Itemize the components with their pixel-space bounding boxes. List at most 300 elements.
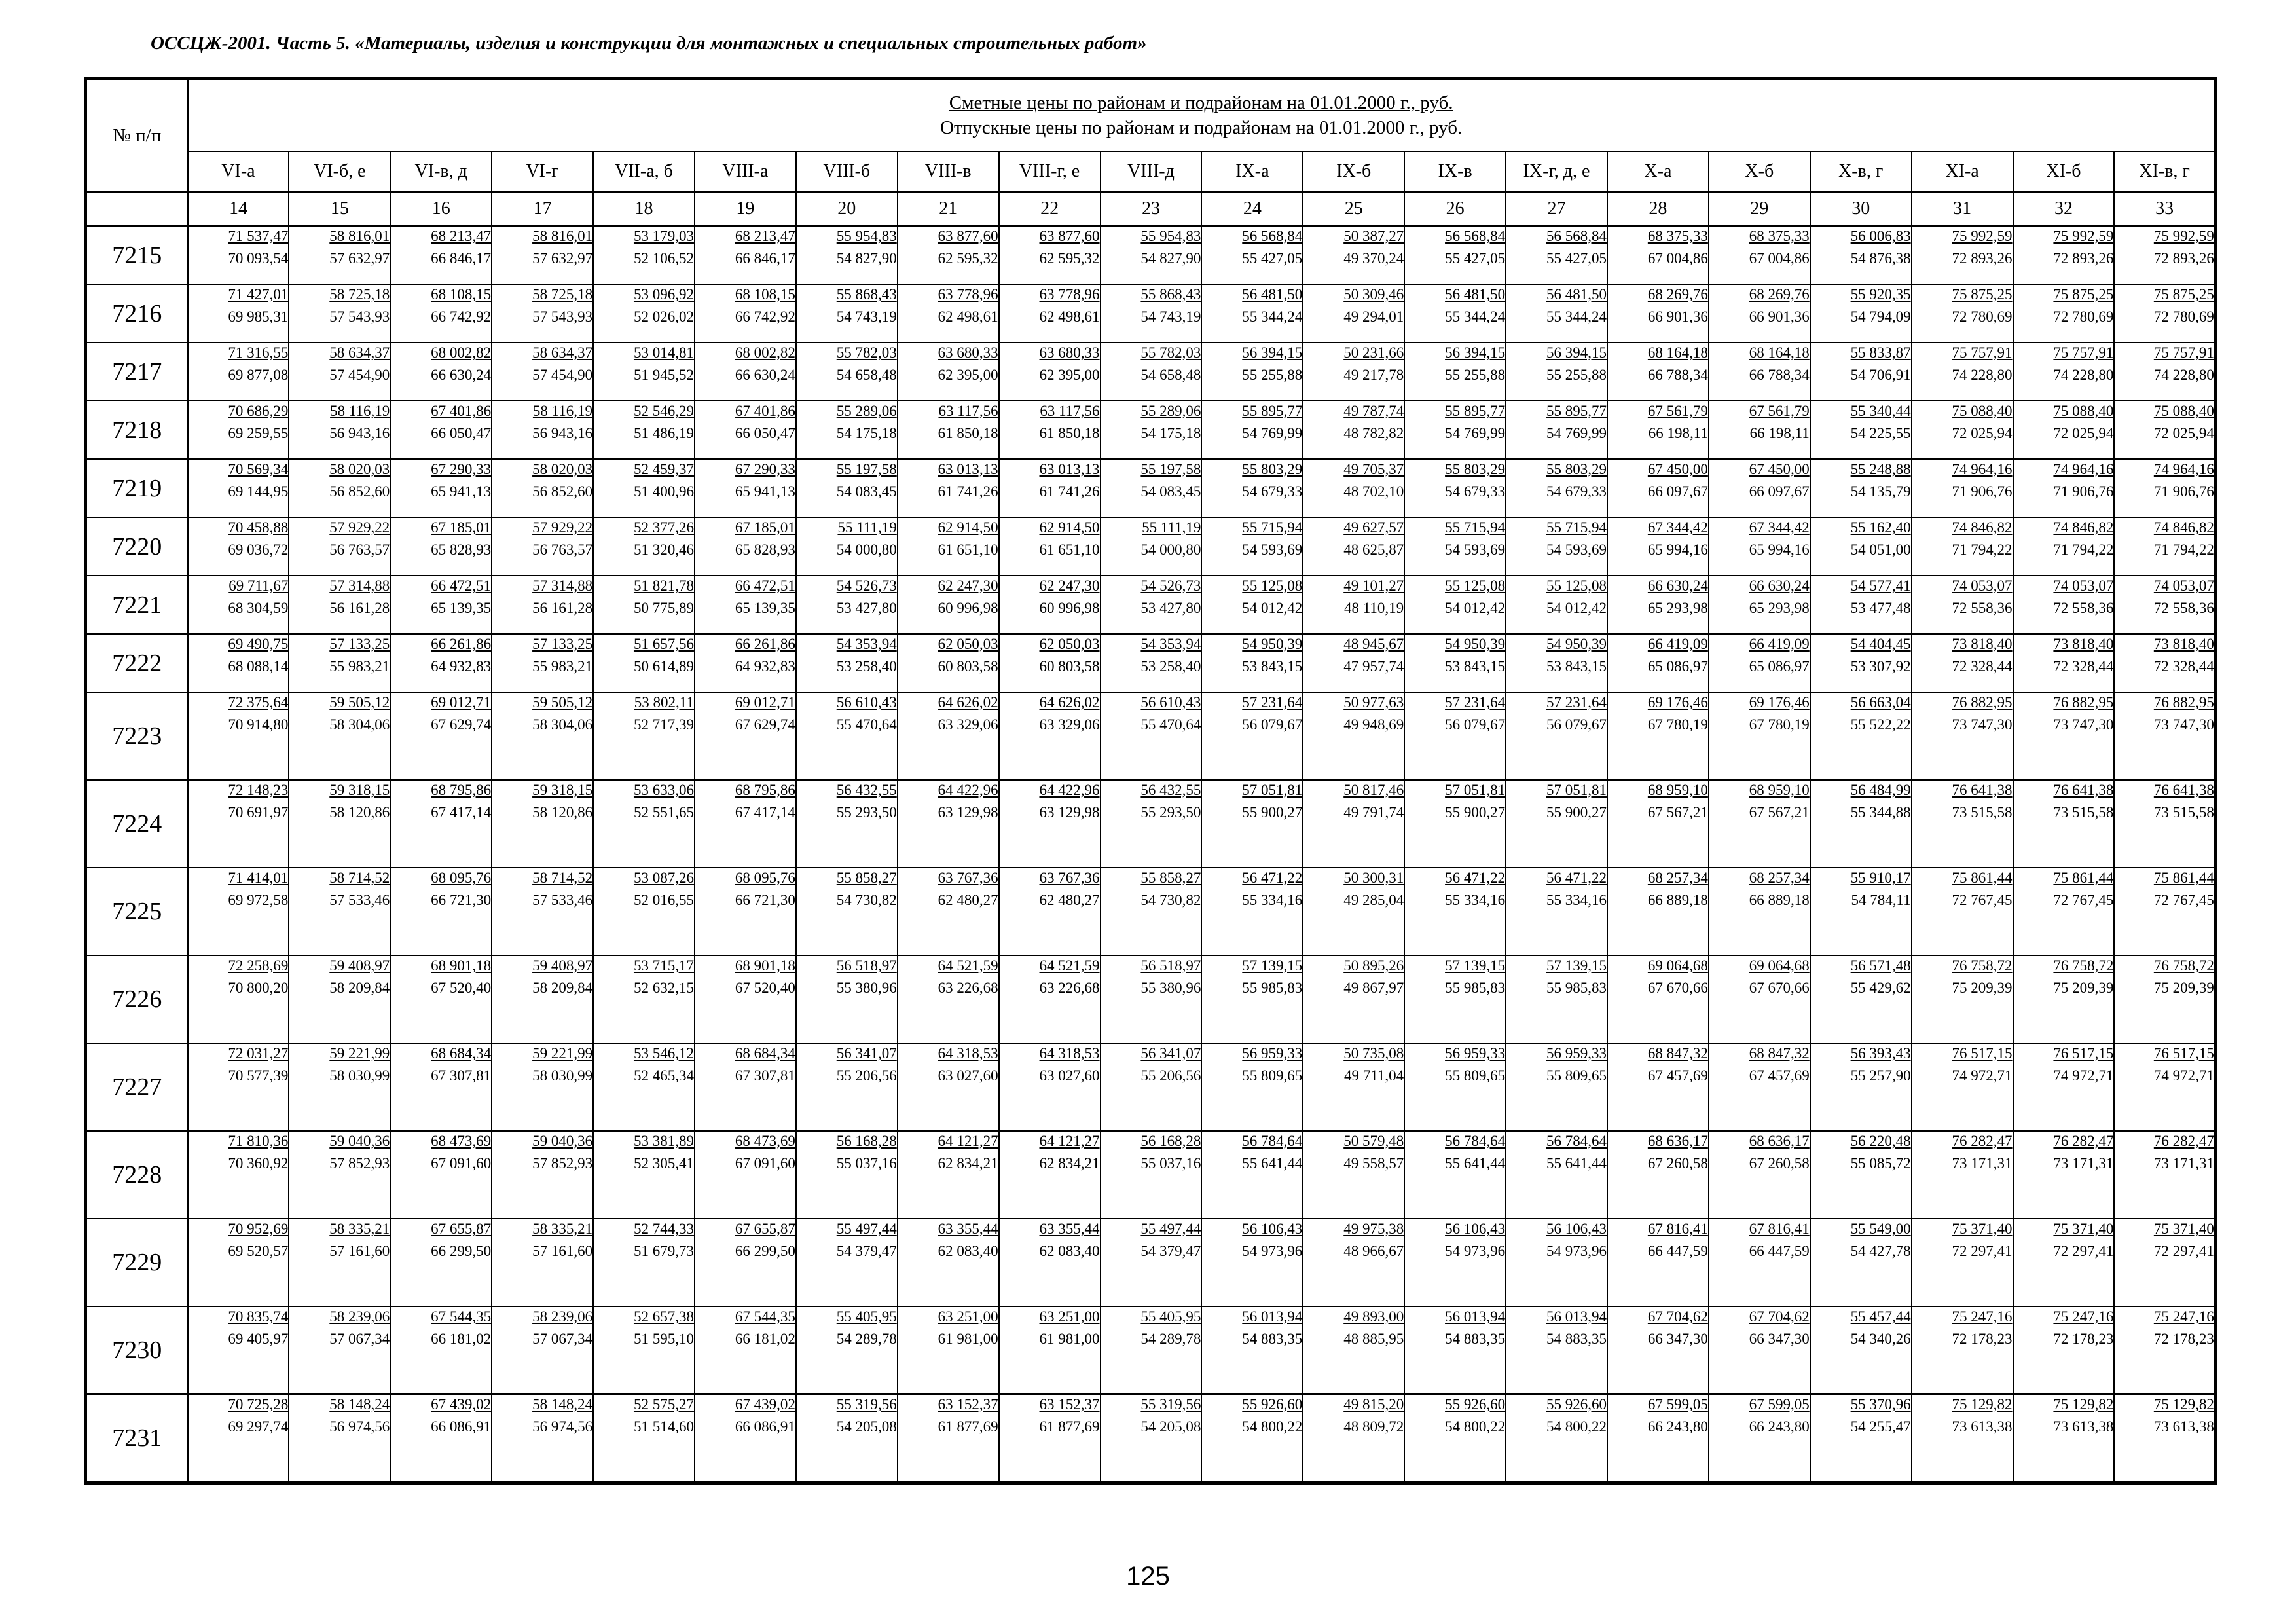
price-cell bbox=[289, 1394, 390, 1483]
price-cell bbox=[1607, 459, 1709, 517]
price-cell bbox=[390, 1131, 492, 1219]
region-header: XI-б bbox=[2013, 151, 2115, 192]
release-price: 54 051,00 bbox=[1850, 542, 1911, 558]
release-price: 54 658,48 bbox=[1140, 367, 1201, 383]
price-cell bbox=[1912, 868, 2013, 955]
price-cell bbox=[1303, 1043, 1404, 1131]
estimate-price: 64 121,27 bbox=[938, 1133, 998, 1149]
table-row bbox=[86, 401, 2216, 459]
price-cell bbox=[1303, 1219, 1404, 1306]
row-number: 7219 bbox=[86, 459, 188, 517]
estimate-price: 49 893,00 bbox=[1343, 1308, 1404, 1325]
price-cell bbox=[999, 1394, 1101, 1483]
release-price: 56 161,28 bbox=[329, 600, 390, 616]
price-cell bbox=[593, 1219, 695, 1306]
estimate-price: 75 129,82 bbox=[1952, 1396, 2013, 1412]
price-cell bbox=[999, 284, 1101, 342]
release-price: 54 000,80 bbox=[1140, 542, 1201, 558]
price-cell bbox=[898, 780, 999, 868]
price-cell bbox=[390, 634, 492, 692]
price-cell bbox=[390, 1219, 492, 1306]
estimate-price: 52 744,33 bbox=[633, 1221, 694, 1237]
price-cell bbox=[1810, 1219, 1912, 1306]
price-cell bbox=[188, 955, 289, 1043]
estimate-price: 56 610,43 bbox=[1140, 694, 1201, 710]
estimate-price: 72 258,69 bbox=[228, 957, 289, 974]
release-price: 55 427,05 bbox=[1546, 250, 1607, 267]
price-cell bbox=[1607, 1043, 1709, 1131]
release-price: 73 613,38 bbox=[2153, 1418, 2214, 1435]
release-price: 51 945,52 bbox=[633, 367, 694, 383]
release-price: 54 883,35 bbox=[1546, 1331, 1607, 1347]
price-cell bbox=[1912, 634, 2013, 692]
estimate-price: 58 816,01 bbox=[329, 228, 390, 244]
price-cell bbox=[1201, 1219, 1303, 1306]
price-cell bbox=[1912, 284, 2013, 342]
price-cell bbox=[1201, 955, 1303, 1043]
release-price: 57 161,60 bbox=[329, 1243, 390, 1259]
release-price: 67 417,14 bbox=[735, 804, 795, 821]
column-number: 26 bbox=[1404, 192, 1506, 226]
estimate-price: 63 877,60 bbox=[938, 228, 998, 244]
estimate-price: 56 341,07 bbox=[1140, 1045, 1201, 1061]
estimate-price: 67 344,42 bbox=[1647, 519, 1708, 536]
price-cell bbox=[1101, 868, 1202, 955]
estimate-price: 54 950,39 bbox=[1546, 636, 1607, 652]
price-cell bbox=[1101, 226, 1202, 284]
release-price: 73 747,30 bbox=[2053, 716, 2114, 733]
table-row bbox=[86, 342, 2216, 401]
estimate-price: 67 655,87 bbox=[735, 1221, 795, 1237]
release-price: 73 171,31 bbox=[1952, 1155, 2013, 1172]
price-cell bbox=[593, 1043, 695, 1131]
price-cell bbox=[1303, 1131, 1404, 1219]
release-price: 49 867,97 bbox=[1343, 980, 1404, 996]
release-price: 51 514,60 bbox=[633, 1418, 694, 1435]
price-cell bbox=[2013, 1394, 2115, 1483]
price-cell bbox=[492, 284, 593, 342]
table-row bbox=[86, 955, 2216, 1043]
release-price: 61 651,10 bbox=[938, 542, 998, 558]
release-price: 55 334,16 bbox=[1546, 892, 1607, 908]
region-header: XI-а bbox=[1912, 151, 2013, 192]
price-cell bbox=[1506, 1219, 1607, 1306]
price-cell bbox=[1810, 284, 1912, 342]
price-cell bbox=[1404, 955, 1506, 1043]
estimate-price: 69 064,68 bbox=[1647, 957, 1708, 974]
estimate-price: 53 802,11 bbox=[634, 694, 694, 710]
price-cell bbox=[999, 1043, 1101, 1131]
column-number-blank bbox=[86, 192, 188, 226]
estimate-price: 49 975,38 bbox=[1343, 1221, 1404, 1237]
release-price: 66 846,17 bbox=[431, 250, 492, 267]
price-cell bbox=[898, 955, 999, 1043]
estimate-price: 68 095,76 bbox=[735, 870, 795, 886]
release-price: 65 828,93 bbox=[735, 542, 795, 558]
estimate-price: 68 002,82 bbox=[431, 344, 492, 361]
estimate-price: 55 926,60 bbox=[1445, 1396, 1506, 1412]
price-cell bbox=[796, 401, 898, 459]
price-cell bbox=[796, 1043, 898, 1131]
estimate-price: 63 778,96 bbox=[1039, 286, 1100, 303]
price-cell bbox=[1607, 342, 1709, 401]
estimate-price: 56 568,84 bbox=[1445, 228, 1506, 244]
estimate-price: 58 634,37 bbox=[532, 344, 593, 361]
estimate-price: 57 231,64 bbox=[1445, 694, 1506, 710]
estimate-price: 58 148,24 bbox=[532, 1396, 593, 1412]
price-cell bbox=[1912, 517, 2013, 576]
price-cell bbox=[1506, 401, 1607, 459]
row-number: 7215 bbox=[86, 226, 188, 284]
estimate-price: 55 289,06 bbox=[1140, 403, 1201, 419]
release-price: 55 206,56 bbox=[836, 1067, 897, 1084]
release-price: 63 329,06 bbox=[938, 716, 998, 733]
estimate-price: 55 954,83 bbox=[836, 228, 897, 244]
estimate-price: 64 121,27 bbox=[1039, 1133, 1100, 1149]
estimate-price: 51 657,56 bbox=[633, 636, 694, 652]
price-cell bbox=[1404, 401, 1506, 459]
release-price: 55 983,21 bbox=[329, 658, 390, 674]
release-price: 55 522,22 bbox=[1850, 716, 1911, 733]
release-price: 49 285,04 bbox=[1343, 892, 1404, 908]
release-price: 52 106,52 bbox=[633, 250, 694, 267]
estimate-price: 58 116,19 bbox=[330, 403, 390, 419]
estimate-price: 75 371,40 bbox=[2053, 1221, 2114, 1237]
price-cell bbox=[2013, 1219, 2115, 1306]
estimate-price: 76 282,47 bbox=[2053, 1133, 2114, 1149]
price-cell bbox=[898, 517, 999, 576]
estimate-price: 55 497,44 bbox=[1140, 1221, 1201, 1237]
estimate-price: 56 013,94 bbox=[1546, 1308, 1607, 1325]
estimate-price: 56 168,28 bbox=[836, 1133, 897, 1149]
release-price: 66 447,59 bbox=[1647, 1243, 1708, 1259]
table-row bbox=[86, 459, 2216, 517]
price-cell bbox=[695, 226, 796, 284]
estimate-price: 67 401,86 bbox=[735, 403, 795, 419]
estimate-price: 68 375,33 bbox=[1749, 228, 1810, 244]
release-price: 69 036,72 bbox=[228, 542, 289, 558]
release-price: 72 297,41 bbox=[2053, 1243, 2114, 1259]
release-price: 55 809,65 bbox=[1546, 1067, 1607, 1084]
estimate-price: 49 787,74 bbox=[1343, 403, 1404, 419]
release-price: 48 625,87 bbox=[1343, 542, 1404, 558]
release-price: 63 226,68 bbox=[938, 980, 998, 996]
release-price: 75 209,39 bbox=[2153, 980, 2214, 996]
release-price: 75 209,39 bbox=[1952, 980, 2013, 996]
estimate-price: 76 517,15 bbox=[2053, 1045, 2114, 1061]
estimate-price: 63 013,13 bbox=[1039, 461, 1100, 477]
estimate-price: 75 992,59 bbox=[2053, 228, 2114, 244]
release-price: 62 083,40 bbox=[1039, 1243, 1100, 1259]
estimate-price: 52 459,37 bbox=[633, 461, 694, 477]
price-cell bbox=[1303, 634, 1404, 692]
price-cell bbox=[390, 692, 492, 780]
estimate-price: 55 715,94 bbox=[1242, 519, 1303, 536]
price-cell bbox=[1506, 226, 1607, 284]
price-cell bbox=[2114, 1131, 2215, 1219]
release-price: 62 395,00 bbox=[1039, 367, 1100, 383]
release-price: 67 260,58 bbox=[1749, 1155, 1810, 1172]
price-cell bbox=[898, 284, 999, 342]
price-cell bbox=[999, 868, 1101, 955]
release-price: 72 893,26 bbox=[2153, 250, 2214, 267]
release-price: 65 941,13 bbox=[431, 483, 492, 500]
release-price: 67 629,74 bbox=[431, 716, 492, 733]
price-cell bbox=[593, 1394, 695, 1483]
release-price: 55 427,05 bbox=[1445, 250, 1506, 267]
region-header: VIII-в bbox=[898, 151, 999, 192]
price-cell bbox=[1912, 342, 2013, 401]
estimate-price: 62 914,50 bbox=[1039, 519, 1100, 536]
price-cell bbox=[1101, 1043, 1202, 1131]
estimate-price: 64 318,53 bbox=[938, 1045, 998, 1061]
estimate-price: 56 341,07 bbox=[836, 1045, 897, 1061]
release-price: 72 893,26 bbox=[1952, 250, 2013, 267]
release-price: 49 711,04 bbox=[1344, 1067, 1404, 1084]
release-price: 74 228,80 bbox=[1952, 367, 2013, 383]
estimate-price: 64 626,02 bbox=[938, 694, 998, 710]
estimate-price: 68 269,76 bbox=[1749, 286, 1810, 303]
price-cell bbox=[2013, 342, 2115, 401]
release-price: 54 743,19 bbox=[1140, 308, 1201, 325]
price-cell bbox=[2114, 1043, 2215, 1131]
column-number: 32 bbox=[2013, 192, 2115, 226]
price-cell bbox=[1404, 1394, 1506, 1483]
release-price: 65 139,35 bbox=[431, 600, 492, 616]
price-cell bbox=[492, 1394, 593, 1483]
release-price: 56 943,16 bbox=[532, 425, 593, 441]
release-price: 55 641,44 bbox=[1242, 1155, 1303, 1172]
estimate-price: 57 139,15 bbox=[1546, 957, 1607, 974]
estimate-price: 67 439,02 bbox=[735, 1396, 795, 1412]
release-price: 74 972,71 bbox=[2153, 1067, 2214, 1084]
column-number: 19 bbox=[695, 192, 796, 226]
release-price: 72 558,36 bbox=[2053, 600, 2114, 616]
price-cell bbox=[1101, 634, 1202, 692]
table-body bbox=[86, 226, 2216, 1483]
estimate-price: 57 051,81 bbox=[1242, 782, 1303, 798]
release-price: 49 948,69 bbox=[1343, 716, 1404, 733]
estimate-price: 55 125,08 bbox=[1546, 578, 1607, 594]
price-cell bbox=[999, 1131, 1101, 1219]
estimate-price: 56 518,97 bbox=[1140, 957, 1201, 974]
price-cell bbox=[1101, 1394, 1202, 1483]
estimate-price: 66 261,86 bbox=[431, 636, 492, 652]
release-price: 66 788,34 bbox=[1647, 367, 1708, 383]
estimate-price: 68 108,15 bbox=[431, 286, 492, 303]
release-price: 61 877,69 bbox=[938, 1418, 998, 1435]
price-cell bbox=[796, 634, 898, 692]
release-price: 61 741,26 bbox=[1039, 483, 1100, 500]
price-cell bbox=[1810, 1043, 1912, 1131]
estimate-price: 55 803,29 bbox=[1242, 461, 1303, 477]
estimate-price: 56 394,15 bbox=[1546, 344, 1607, 361]
price-cell bbox=[1201, 1394, 1303, 1483]
release-price: 61 850,18 bbox=[938, 425, 998, 441]
estimate-price: 67 561,79 bbox=[1647, 403, 1708, 419]
release-price: 62 834,21 bbox=[938, 1155, 998, 1172]
price-cell bbox=[1709, 284, 1810, 342]
release-price: 62 595,32 bbox=[1039, 250, 1100, 267]
price-cell bbox=[1810, 692, 1912, 780]
price-cell bbox=[1607, 955, 1709, 1043]
estimate-price: 68 269,76 bbox=[1647, 286, 1708, 303]
estimate-price: 55 370,96 bbox=[1850, 1396, 1911, 1412]
price-cell bbox=[492, 576, 593, 634]
price-cell bbox=[1810, 459, 1912, 517]
release-price: 55 641,44 bbox=[1546, 1155, 1607, 1172]
price-cell bbox=[492, 459, 593, 517]
release-price: 54 083,45 bbox=[1140, 483, 1201, 500]
release-price: 66 198,11 bbox=[1749, 425, 1810, 441]
estimate-price: 56 784,64 bbox=[1242, 1133, 1303, 1149]
estimate-price: 59 221,99 bbox=[532, 1045, 593, 1061]
price-cell bbox=[492, 955, 593, 1043]
price-cell bbox=[695, 576, 796, 634]
release-price: 61 651,10 bbox=[1039, 542, 1100, 558]
release-price: 73 515,58 bbox=[2153, 804, 2214, 821]
release-price: 58 120,86 bbox=[532, 804, 593, 821]
estimate-price: 75 875,25 bbox=[2153, 286, 2214, 303]
estimate-price: 68 473,69 bbox=[431, 1133, 492, 1149]
release-price: 48 702,10 bbox=[1343, 483, 1404, 500]
release-price: 75 209,39 bbox=[2053, 980, 2114, 996]
estimate-price: 50 735,08 bbox=[1343, 1045, 1404, 1061]
estimate-price: 56 013,94 bbox=[1242, 1308, 1303, 1325]
region-header: IX-а bbox=[1201, 151, 1303, 192]
release-price: 56 943,16 bbox=[329, 425, 390, 441]
release-price: 58 304,06 bbox=[329, 716, 390, 733]
price-cell bbox=[999, 955, 1101, 1043]
release-price: 61 877,69 bbox=[1039, 1418, 1100, 1435]
release-price: 66 447,59 bbox=[1749, 1243, 1810, 1259]
column-number: 20 bbox=[796, 192, 898, 226]
price-cell bbox=[898, 1219, 999, 1306]
release-price: 66 243,80 bbox=[1647, 1418, 1708, 1435]
release-price: 72 297,41 bbox=[2153, 1243, 2214, 1259]
price-cell bbox=[289, 459, 390, 517]
price-cell bbox=[1506, 517, 1607, 576]
release-price: 48 782,82 bbox=[1343, 425, 1404, 441]
release-price: 51 595,10 bbox=[633, 1331, 694, 1347]
release-price: 54 769,99 bbox=[1546, 425, 1607, 441]
release-price: 66 846,17 bbox=[735, 250, 795, 267]
estimate-price: 67 185,01 bbox=[431, 519, 492, 536]
estimate-price: 68 473,69 bbox=[735, 1133, 795, 1149]
release-price: 66 788,34 bbox=[1749, 367, 1810, 383]
estimate-price: 71 427,01 bbox=[228, 286, 289, 303]
estimate-price: 53 633,06 bbox=[633, 782, 694, 798]
price-cell bbox=[1810, 868, 1912, 955]
price-cell bbox=[695, 634, 796, 692]
row-number: 7221 bbox=[86, 576, 188, 634]
price-cell bbox=[593, 284, 695, 342]
release-price: 52 026,02 bbox=[633, 308, 694, 325]
release-price: 72 178,23 bbox=[2153, 1331, 2214, 1347]
estimate-price: 49 627,57 bbox=[1343, 519, 1404, 536]
release-price: 72 328,44 bbox=[1952, 658, 2013, 674]
estimate-price: 53 087,26 bbox=[633, 870, 694, 886]
price-cell bbox=[2114, 459, 2215, 517]
estimate-price: 67 439,02 bbox=[431, 1396, 492, 1412]
release-price: 68 304,59 bbox=[228, 600, 289, 616]
estimate-price: 67 816,41 bbox=[1647, 1221, 1708, 1237]
price-cell bbox=[390, 517, 492, 576]
estimate-price: 63 877,60 bbox=[1039, 228, 1100, 244]
estimate-price: 66 630,24 bbox=[1647, 578, 1708, 594]
estimate-price: 55 715,94 bbox=[1445, 519, 1506, 536]
release-price: 54 706,91 bbox=[1850, 367, 1911, 383]
price-cell bbox=[1709, 459, 1810, 517]
title-release-prices: Отпускные цены по районам и подрайонам на 01.01.2000 г., руб. bbox=[940, 117, 1463, 138]
estimate-price: 58 020,03 bbox=[532, 461, 593, 477]
release-price: 67 567,21 bbox=[1647, 804, 1708, 821]
price-cell bbox=[2114, 868, 2215, 955]
price-cell bbox=[1201, 459, 1303, 517]
release-price: 67 091,60 bbox=[431, 1155, 492, 1172]
price-cell bbox=[1303, 284, 1404, 342]
release-price: 66 901,36 bbox=[1749, 308, 1810, 325]
estimate-price: 68 095,76 bbox=[431, 870, 492, 886]
price-cell bbox=[593, 226, 695, 284]
release-price: 56 079,67 bbox=[1546, 716, 1607, 733]
price-cell bbox=[188, 459, 289, 517]
price-cell bbox=[2114, 1394, 2215, 1483]
estimate-price: 53 381,89 bbox=[633, 1133, 694, 1149]
estimate-price: 71 414,01 bbox=[228, 870, 289, 886]
price-cell bbox=[1506, 955, 1607, 1043]
price-cell bbox=[1303, 401, 1404, 459]
release-price: 52 551,65 bbox=[633, 804, 694, 821]
release-price: 56 763,57 bbox=[532, 542, 593, 558]
price-cell bbox=[1404, 868, 1506, 955]
estimate-price: 62 050,03 bbox=[1039, 636, 1100, 652]
price-cell bbox=[289, 868, 390, 955]
release-price: 74 228,80 bbox=[2153, 367, 2214, 383]
estimate-price: 53 179,03 bbox=[633, 228, 694, 244]
price-cell bbox=[898, 868, 999, 955]
release-price: 52 717,39 bbox=[633, 716, 694, 733]
release-price: 53 427,80 bbox=[1140, 600, 1201, 616]
price-cell bbox=[1201, 868, 1303, 955]
region-header: VI-г bbox=[492, 151, 593, 192]
release-price: 60 803,58 bbox=[938, 658, 998, 674]
estimate-price: 52 657,38 bbox=[633, 1308, 694, 1325]
estimate-price: 56 471,22 bbox=[1445, 870, 1506, 886]
price-cell bbox=[188, 780, 289, 868]
release-price: 56 974,56 bbox=[532, 1418, 593, 1435]
price-cell bbox=[1607, 1131, 1709, 1219]
price-cell bbox=[1303, 576, 1404, 634]
price-cell bbox=[1303, 1306, 1404, 1394]
estimate-price: 64 422,96 bbox=[938, 782, 998, 798]
price-cell bbox=[999, 1306, 1101, 1394]
estimate-price: 75 861,44 bbox=[2053, 870, 2114, 886]
release-price: 72 893,26 bbox=[2053, 250, 2114, 267]
price-cell bbox=[1607, 517, 1709, 576]
estimate-price: 56 959,33 bbox=[1242, 1045, 1303, 1061]
release-price: 67 670,66 bbox=[1647, 980, 1708, 996]
release-price: 55 293,50 bbox=[1140, 804, 1201, 821]
estimate-price: 57 314,88 bbox=[532, 578, 593, 594]
release-price: 52 016,55 bbox=[633, 892, 694, 908]
estimate-price: 54 353,94 bbox=[836, 636, 897, 652]
estimate-price: 63 152,37 bbox=[938, 1396, 998, 1412]
release-price: 54 205,08 bbox=[1140, 1418, 1201, 1435]
price-cell bbox=[1404, 1131, 1506, 1219]
release-price: 66 243,80 bbox=[1749, 1418, 1810, 1435]
estimate-price: 55 340,44 bbox=[1850, 403, 1911, 419]
